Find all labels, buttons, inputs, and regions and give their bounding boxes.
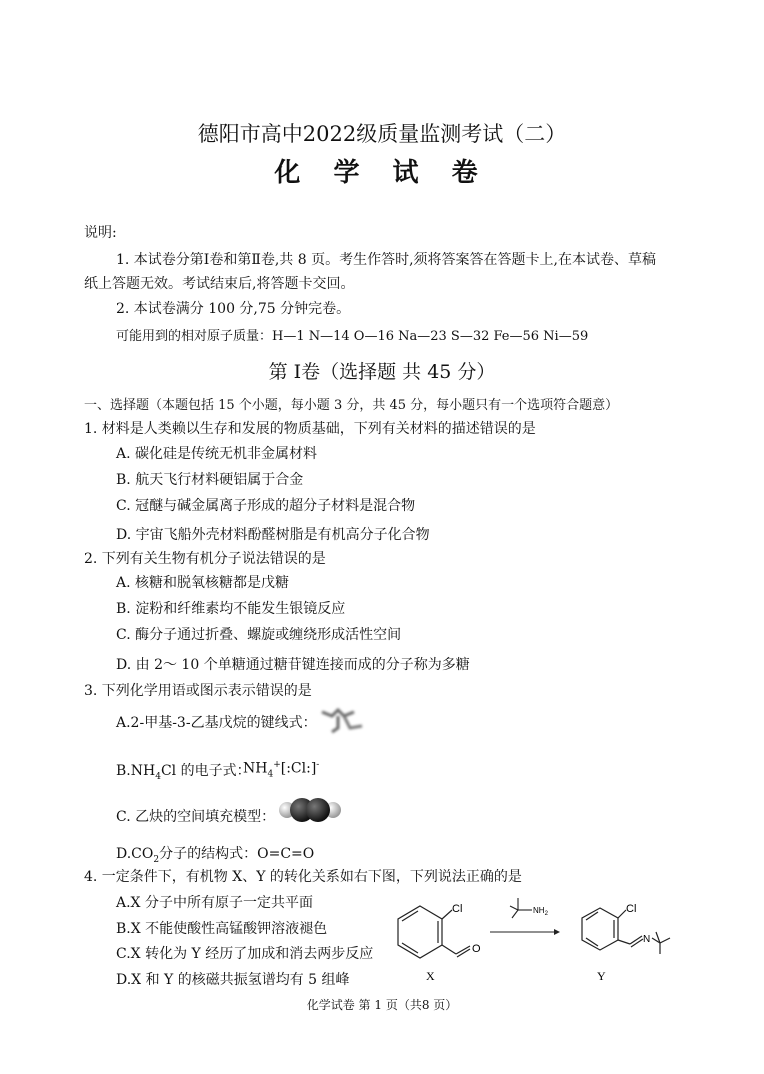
- section-instructions: 一、选择题（本题包括 15 个小题，每小题 3 分，共 45 分，每小题只有一个选项符合题意）: [84, 398, 619, 413]
- q3-option-b: [116, 760, 251, 782]
- q3-stem: 3. 下列化学用语或图示表示错误的是: [84, 683, 312, 699]
- q1-option-a: A. 碳化硅是传统无机非金属材料: [116, 446, 318, 462]
- q2-option-b: B. 淀粉和纤维素均不能发生银镜反应: [116, 601, 346, 617]
- q2-option-d: D. 由 2～ 10 个单糖通过糖苷键连接而成的分子称为多糖: [116, 657, 470, 673]
- notes-line-1b: 纸上答题无效。考试结束后,将答题卡交回。: [84, 276, 355, 292]
- reaction-arrowhead: [554, 929, 560, 935]
- exam-title: 德阳市高中2022级质量监测考试（二）: [197, 122, 567, 146]
- ef-cl: [:Cl:]: [280, 760, 317, 777]
- skeletal-formula-image: [318, 704, 378, 736]
- q3-option-b-pre: B.NH: [116, 763, 156, 779]
- q4-option-b: B.X 不能使酸性高锰酸钾溶液褪色: [116, 921, 328, 937]
- x-o-label: O: [472, 943, 481, 955]
- ef-nh: NH: [243, 760, 268, 777]
- q3-option-b-sub: 4: [155, 771, 161, 782]
- q3-option-b-post: Cl 的电子式：: [160, 763, 251, 779]
- label-y: Y: [597, 969, 606, 983]
- x-cl-label: Cl: [452, 903, 463, 915]
- q1-option-b: B. 航天飞行材料硬铝属于合金: [116, 472, 304, 488]
- q4-stem: 4. 一定条件下，有机物 X、Y 的转化关系如右下图，下列说法正确的是: [84, 869, 522, 885]
- q3-option-d-pre: D.CO: [116, 846, 154, 862]
- ef-minus: -: [316, 760, 320, 770]
- ef-sub: 4: [267, 769, 274, 780]
- reagent-label: [533, 906, 549, 917]
- reagent-structure: [510, 898, 532, 918]
- q3-option-d-sub: 2: [153, 854, 160, 865]
- electron-formula: [243, 760, 319, 779]
- y-cl-label: Cl: [626, 903, 637, 915]
- label-x: X: [426, 969, 435, 983]
- q2-option-c: C. 酶分子通过折叠、螺旋或缠绕形成活性空间: [116, 627, 402, 643]
- q2-option-a: A. 核糖和脱氧核糖都是戊糖: [116, 575, 290, 591]
- section-title: 第 Ⅰ卷（选择题 共 45 分）: [268, 361, 496, 383]
- q3-option-d: [116, 843, 314, 865]
- acetylene-model-image: [278, 795, 342, 825]
- reaction-diagram: [390, 888, 690, 988]
- q4-option-c: C.X 转化为 Y 经历了加成和消去两步反应: [116, 946, 374, 962]
- notes-heading: 说明:: [84, 225, 117, 241]
- q1-option-d: D. 宇宙飞船外壳材料酚醛树脂是有机高分子化合物: [116, 527, 430, 543]
- q3-option-d-post: 分子的结构式：O=C=O: [159, 846, 315, 862]
- reagent-nh: NH: [533, 906, 545, 915]
- q4-option-a: A.X 分子中所有原子一定共平面: [116, 895, 313, 911]
- notes-line-1a: 1. 本试卷分第Ⅰ卷和第Ⅱ卷,共 8 页。考生作答时,须将答案答在答题卡上,在本试卷、草稿: [116, 252, 657, 268]
- ef-sup: +: [273, 760, 281, 770]
- q1-option-c: C. 冠醚与碱金属离子形成的超分子材料是混合物: [116, 498, 416, 514]
- notes-line-3: 可能用到的相对原子质量：H—1 N—14 O—16 Na—23 S—32 Fe—56 Ni—59: [116, 329, 589, 344]
- q1-stem: 1. 材料是人类赖以生存和发展的物质基础，下列有关材料的描述错误的是: [84, 421, 536, 437]
- page-footer: 化学试卷 第 1 页（共8 页）: [306, 998, 458, 1012]
- q4-option-d: D.X 和 Y 的核磁共振氢谱均有 5 组峰: [116, 972, 350, 988]
- q3-option-a: A.2-甲基-3-乙基戊烷的键线式：: [116, 715, 317, 731]
- subject-title: 化 学 试 卷: [274, 158, 490, 188]
- reagent-sub: 2: [544, 911, 548, 917]
- q2-stem: 2. 下列有关生物有机分子说法错误的是: [84, 551, 326, 567]
- y-n-label: N: [643, 934, 651, 945]
- notes-line-2: 2. 本试卷满分 100 分,75 分钟完卷。: [116, 301, 351, 317]
- q3-option-c: C. 乙炔的空间填充模型：: [116, 809, 276, 825]
